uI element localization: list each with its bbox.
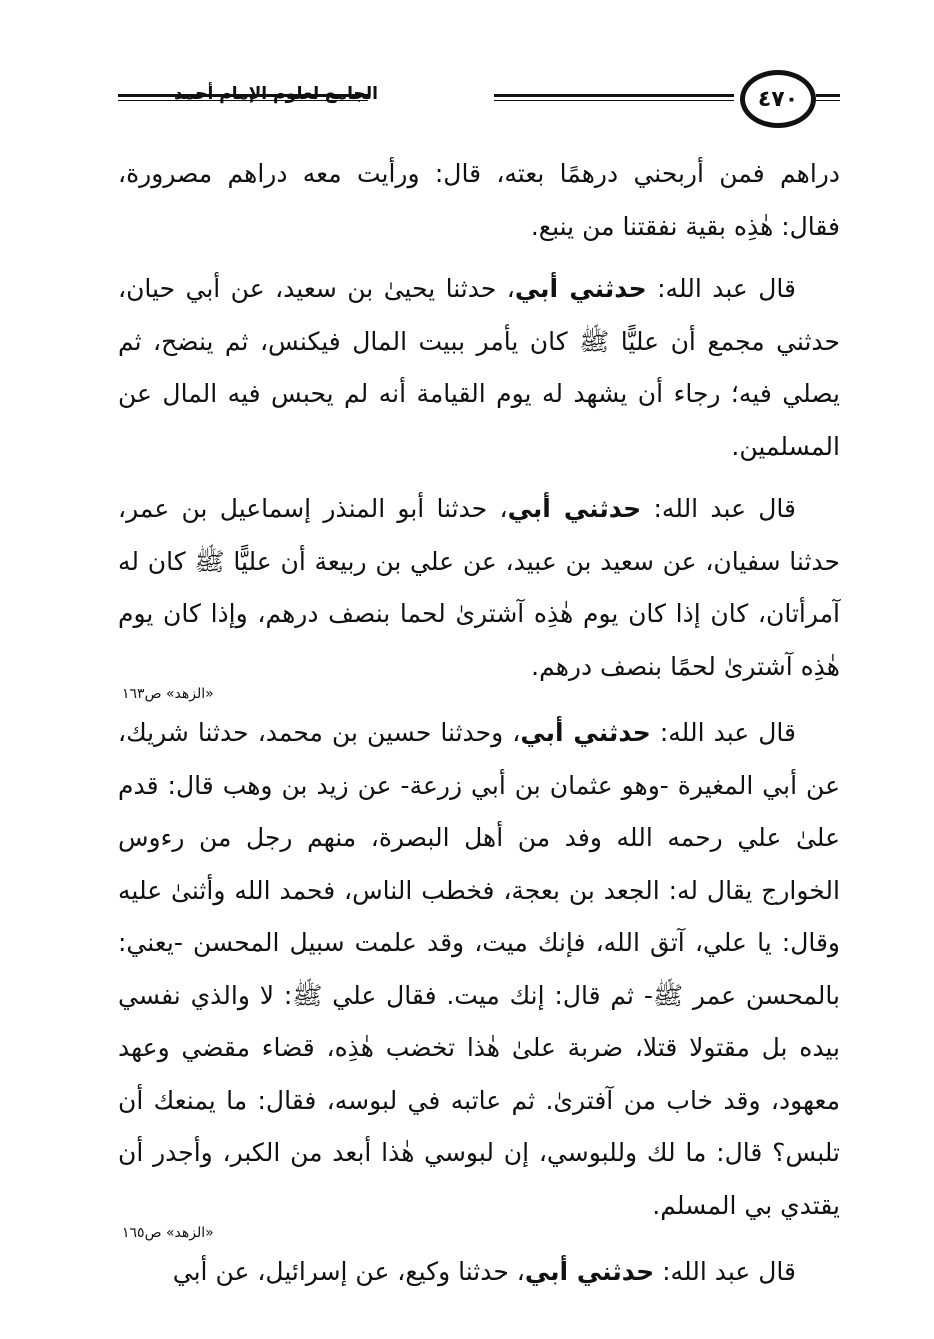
paragraph-3-intro: قال عبد الله: [641, 494, 796, 523]
paragraph-2-text: ، حدثنا يحيىٰ بن سعيد، عن أبي حيان، حدثني مجمع أن عليًّا ﷺ كان يأمر ببيت المال فيكنس، ثم ينضح، ثم يصلي فيه؛ رجاء أن يشهد له يوم القيامة أنه لم يحبس فيه المال عن المسلمين. [118, 274, 840, 461]
reference-1: «الزهد» ص١٦٣ [122, 686, 214, 702]
reference-2: «الزهد» ص١٦٥ [122, 1225, 214, 1241]
page-header [118, 70, 838, 130]
paragraph-2-narrator: حدثني أبي [514, 274, 647, 303]
header-rule-end-top [816, 94, 840, 97]
paragraph-3-text: ، حدثنا أبو المنذر إسماعيل بن عمر، حدثنا سفيان، عن سعيد بن عبيد، عن علي بن ربيعة أن عليًّا ﷺ كان له آمرأتان، كان إذا كان يوم هٰذِه آشترىٰ لحما بنصف درهم، وإذا كان يوم هٰذِه آشترىٰ لحمًا بنصف درهم. [118, 494, 840, 681]
header-rule-end-bottom [816, 100, 840, 101]
paragraph-3 [118, 483, 840, 693]
paragraph-4 [118, 707, 840, 1232]
paragraph-4-text: ، وحدثنا حسين بن محمد، حدثنا شريك، عن أبي المغيرة -وهو عثمان بن أبي زرعة- عن زيد بن وهب قال: قدم علىٰ علي رحمه الله وفد من أهل البصرة، منهم رجل من رءوس الخوارج يقال له: الجعد بن بعجة، فخطب الناس، فحمد الله وأثنىٰ عليه وقال: يا علي، آتق الله، فإنك ميت، وقد علمت سبيل المحسن -يعني: بالمحسن عمر ﷺ- ثم قال: إنك ميت. فقال علي ﷺ: لا والذي نفسي بيده بل مقتولا قتلا، ضربة علىٰ هٰذا تخضب هٰذِه، قضاء مقضي وعهد معهود، وقد خاب من آفترىٰ. ثم عاتبه في لبوسه، فقال: ما يمنعك أن تلبس؟ قال: ما لك وللبوسي، إن لبوسي هٰذا أبعد من الكبر، وأجدر أن يقتدي بي المسلم. [118, 718, 840, 1220]
paragraph-4-intro: قال عبد الله: [650, 718, 797, 747]
paragraph-5-narrator: حدثني أبي [524, 1257, 655, 1286]
paragraph-2-intro: قال عبد الله: [646, 274, 797, 303]
paragraph-1-text: دراهم فمن أربحني درهمًا بعته، قال: ورأيت معه دراهم مصرورة، فقال: هٰذِه بقية نفقتنا من ينبع. [118, 159, 840, 241]
paragraph-5-intro: قال عبد الله: [654, 1257, 796, 1286]
paragraph-2 [118, 263, 840, 473]
paragraph-5-text: ، حدثنا وكيع، عن إسرائيل، عن أبي [172, 1257, 525, 1286]
header-rule-right-top [494, 94, 734, 97]
paragraph-3-narrator: حدثني أبي [507, 494, 642, 523]
paragraph-5 [118, 1246, 840, 1299]
paragraph-4-narrator: حدثني أبي [520, 718, 651, 747]
page-number: ٤٧٠ [740, 70, 816, 128]
running-title: الجامع لعلوم الإمام أحمد [174, 84, 378, 104]
main-text [118, 148, 840, 1309]
header-rule-right-bottom [494, 100, 734, 101]
paragraph-1 [118, 148, 840, 253]
